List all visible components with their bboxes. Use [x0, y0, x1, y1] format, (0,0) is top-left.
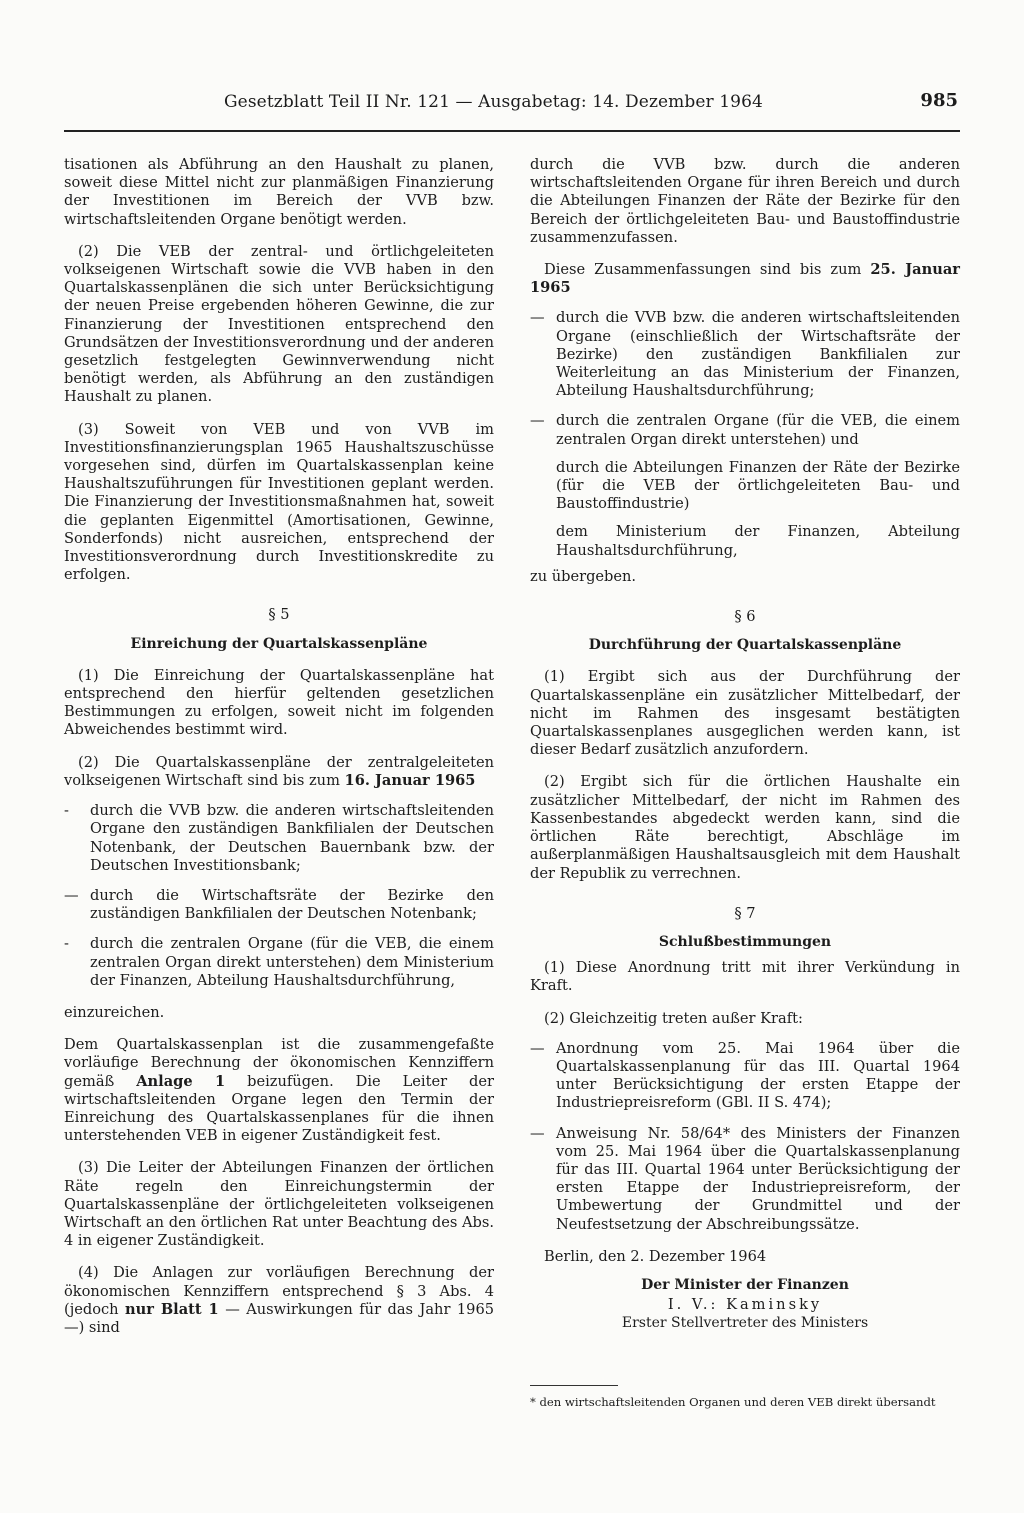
paragraph: (2) Die VEB der zentral- und örtlichgeleiteten volkseigenen Wirtschaft sowie die VVB haben in den Quartalskassenplänen die sich unter Berücksichtigung der neuen Preise ergebenden höheren Gewinne, die zur Finanzierung der Investitionen entsprechend den Grundsätzen der Investitionsverordnung und der anderen gesetzlich festgelegten Gewinnverwendung nicht benötigt werden, als Abführung an den zuständigen Haushalt zu planen.	[64, 242, 494, 406]
paragraph	[64, 1264, 494, 1337]
list-item	[530, 412, 960, 448]
list-item-text: durch die zentralen Organe (für die VEB, die einem zentralen Organ direkt unterstehen) und	[556, 412, 960, 448]
paragraph: (1) Diese Anordnung tritt mit ihrer Verkündung in Kraft.	[530, 959, 960, 995]
list-item-continuation: durch die Abteilungen Finanzen der Räte der Bezirke (für die VEB der örtlichgeleiteten Bau- und Baustoffindustrie)	[556, 458, 960, 513]
list-item-continuation: dem Ministerium der Finanzen, Abteilung Haushaltsdurchführung,	[556, 523, 960, 559]
list-item	[64, 935, 494, 990]
dash-mark: —	[530, 1039, 545, 1057]
section-mark: § 7	[734, 904, 756, 922]
signer-name: I. V.: Kaminsky	[667, 1296, 823, 1314]
paragraph: (3) Die Leiter der Abteilungen Finanzen der örtlichen Räte regeln den Einreichungstermin der Quartalskassenpläne der örtlichgeleiteten volkseigenen Wirtschaft an den örtlichen Rat unter Beachtung des Abs. 4 in eigener Zuständigkeit.	[64, 1159, 494, 1250]
page-number: 985	[920, 90, 958, 111]
dash-mark: -	[64, 802, 69, 820]
page-header	[64, 90, 960, 132]
paragraph: zu übergeben.	[530, 567, 637, 585]
text-run: beizufügen. Die Leiter der wirtschaftsleitenden Organe legen den Termin der Einreichung des Quartalskassenplanes für die ihnen unterstehenden VEB in eigener Zuständigkeit fest.	[64, 1072, 494, 1145]
section-title: Durchführung der Quartalskassenpläne	[588, 637, 902, 654]
paragraph	[64, 1036, 494, 1145]
list-item-text: durch die zentralen Organe (für die VEB, die einem zentralen Organ direkt unterstehen) dem Ministerium der Finanzen, Abteilung Haushaltsdurchführung,	[90, 935, 494, 989]
section-title: Schlußbestimmungen	[658, 933, 832, 950]
text-run: — Auswirkungen für das Jahr 1965 —) sind	[64, 1300, 495, 1336]
dash-mark: —	[64, 886, 79, 904]
right-column	[530, 156, 960, 1333]
paragraph: einzureichen.	[64, 1003, 165, 1021]
paragraph	[530, 261, 960, 297]
deadline-date: 16. Januar 1965	[344, 771, 476, 789]
footnote-divider	[530, 1385, 618, 1386]
dash-mark: -	[64, 935, 69, 953]
paragraph: tisationen als Abführung an den Haushalt zu planen, soweit diese Mittel nicht zur planmäßigen Finanzierung der Investitionen im Bereich der VVB bzw. wirtschaftsleitenden Organe benötigt werden.	[64, 156, 494, 228]
section-title: Einreichung der Quartalskassenpläne	[130, 635, 428, 652]
list-item	[530, 1040, 960, 1113]
paragraph: (1) Die Einreichung der Quartalskassenpläne hat entsprechend den hierfür geltenden gesetzlichen Bestimmungen zu erfolgen, soweit nicht im folgenden Abweichendes bestimmt wird.	[64, 666, 494, 739]
text-run: Dem Quartalskassenplan ist die zusammengefaßte vorläufige Berechnung der ökonomischen Kennziffern gemäß	[64, 1036, 494, 1090]
footnote: * den wirtschaftsleitenden Organen und deren VEB direkt übersandt	[530, 1395, 936, 1409]
paragraph	[64, 754, 494, 790]
signer-role: Erster Stellvertreter des Ministers	[621, 1315, 869, 1332]
paragraph: durch die VVB bzw. durch die anderen wirtschaftsleitenden Organe für ihren Bereich und durch die Abteilungen Finanzen der Räte der Bezirke für den Bereich der örtlichgeleiteten Bau- und Baustoffindustrie zusammenzufassen.	[530, 156, 960, 246]
paragraph: (2) Ergibt sich für die örtlichen Haushalte ein zusätzlicher Mittelbedarf, der nicht im Rahmen des Kassenbestandes abgedeckt werden kann, sind die örtlichen Räte berechtigt, Abschläge im außerplanmäßigen Haushaltsausgleich mit dem Haushalt der Republik zu verrechnen.	[530, 773, 960, 882]
dash-mark: —	[530, 1124, 545, 1142]
annex-reference: Anlage 1	[136, 1072, 226, 1090]
signing-authority: Der Minister der Finanzen	[641, 1276, 849, 1293]
list-item	[530, 309, 960, 400]
text-run: (2) Die Quartalskassenpläne der zentralgeleiteten volkseigenen Wirtschaft sind bis zum	[64, 753, 494, 789]
dash-mark: —	[530, 412, 545, 430]
list-item	[64, 887, 494, 923]
dash-mark: —	[530, 309, 545, 327]
list-item-text: Anordnung vom 25. Mai 1964 über die Quartalskassenplanung für das III. Quartal 1964 unter Berücksichtigung der ersten Etappe der Industriepreisreform (GBl. II S. 474);	[556, 1039, 960, 1112]
list-item-text: durch die Wirtschaftsräte der Bezirke den zuständigen Bankfilialen der Deutschen Notenbank;	[90, 886, 494, 923]
list-item	[64, 802, 494, 875]
section-mark: § 6	[734, 608, 756, 626]
section-mark: § 5	[268, 606, 290, 624]
left-column	[64, 156, 494, 1337]
text-run: (4) Die Anlagen zur vorläufigen Berechnung der ökonomischen Kennziffern entsprechend § 3 Abs. 4 (jedoch	[64, 1264, 494, 1318]
list-item-text: durch die VVB bzw. die anderen wirtschaftsleitenden Organe (einschließlich der Wirtschaftsräte der Bezirke) den zuständigen Bankfilialen zur Weiterleitung an das Ministerium der Finanzen, Abteilung Haushaltsdurchführung;	[556, 309, 960, 400]
place-date: Berlin, den 2. Dezember 1964	[544, 1247, 767, 1265]
list-item-text: Anweisung Nr. 58/64* des Ministers der Finanzen vom 25. Mai 1964 über die Quartalskassenplanung für das III. Quartal 1964 unter Berücksichtigung der ersten Etappe der Industriepreisreform, der Umbewertung der Grundmittel und der Neufestsetzung der Abschreibungssätze.	[556, 1124, 960, 1233]
deadline-date: 25. Januar 1965	[530, 261, 960, 297]
list-item	[530, 1125, 960, 1234]
text-run: Diese Zusammenfassungen sind bis zum	[544, 261, 862, 279]
list-item-text: durch die VVB bzw. die anderen wirtschaftsleitenden Organe den zuständigen Bankfilialen der Deutschen Notenbank, der Deutschen Bauernbank bzw. der Deutschen Investitionsbank;	[90, 802, 494, 874]
paragraph: (2) Gleichzeitig treten außer Kraft:	[544, 1009, 803, 1027]
paragraph: (1) Ergibt sich aus der Durchführung der Quartalskassenpläne ein zusätzlicher Mittelbedarf, der nicht im Rahmen des insgesamt bestätigten Quartalskassenplanes ausgeglichen werden kann, ist dieser Bedarf zusätzlich anzufordern.	[530, 668, 960, 759]
paragraph: (3) Soweit von VEB und von VVB im Investitionsfinanzierungsplan 1965 Haushaltszuschüsse vorgesehen sind, dürfen im Quartalskassenplan keine Haushaltszuführungen für Investitionen geplant werden. Die Finanzierung der Investitionsmaßnahmen hat, soweit die geplanten Eigenmittel (Amortisationen, Gewinne, Sonderfonds) nicht ausreichen, entsprechend der Investitionsverordnung durch Investitionskredite zu erfolgen.	[64, 420, 494, 584]
bold-run: nur Blatt 1	[125, 1300, 219, 1318]
header-title: Gesetzblatt Teil II Nr. 121 — Ausgabetag: 14. Dezember 1964	[224, 92, 763, 112]
